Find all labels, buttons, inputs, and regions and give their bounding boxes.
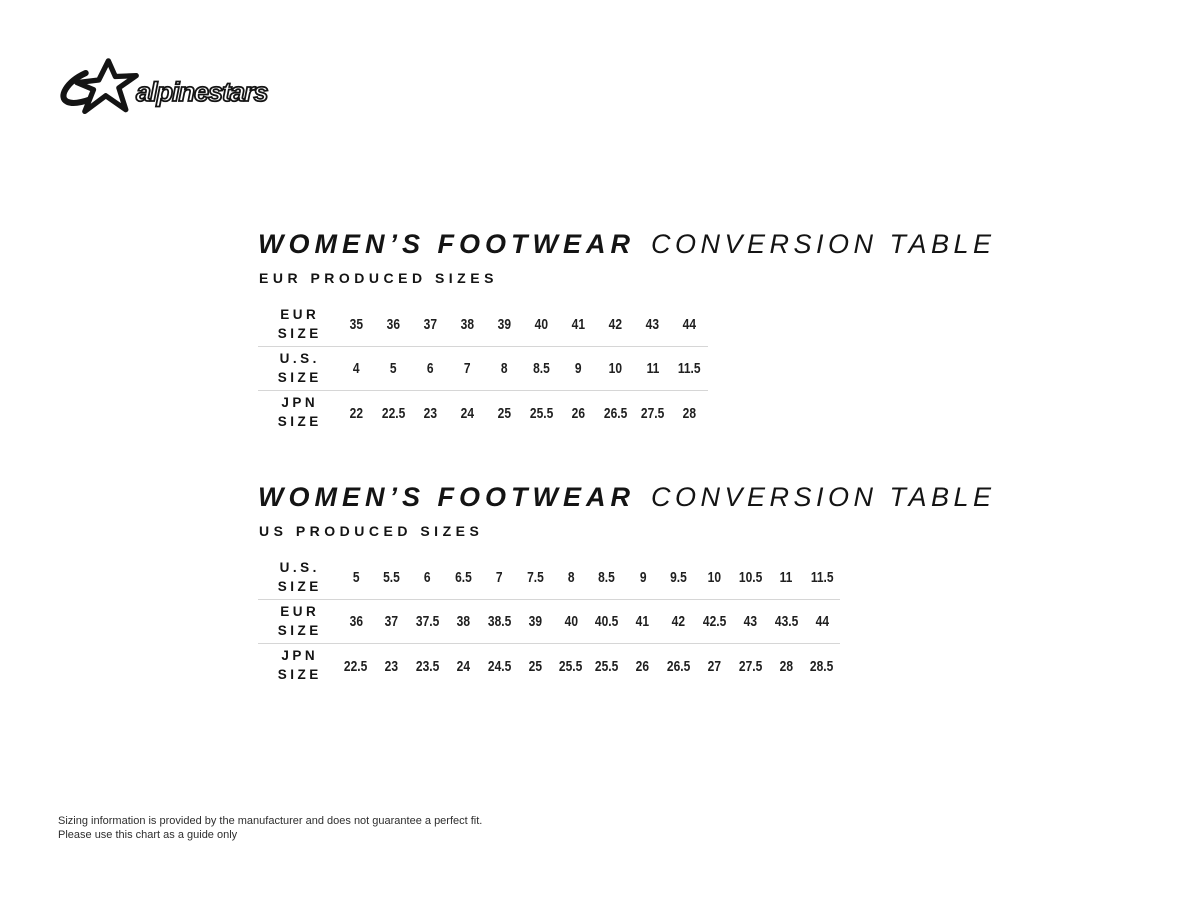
row-label-line: SIZE xyxy=(277,578,322,594)
title-light-text: CONVERSION TABLE xyxy=(650,229,996,259)
size-value-cell: 38 xyxy=(460,316,475,333)
size-value-cell: 10 xyxy=(608,360,623,377)
disclaimer-line-2: Please use this chart as a guide only xyxy=(58,828,238,841)
size-value-cell: 43.5 xyxy=(774,613,798,630)
size-value-cell: 38.5 xyxy=(487,613,512,630)
row-label-line: U.S. xyxy=(279,350,320,366)
size-value-cell: 9 xyxy=(575,360,582,377)
row-label-line: U.S. xyxy=(279,559,320,575)
size-value-cell: 7.5 xyxy=(526,569,544,586)
size-value-cell: 39 xyxy=(497,316,512,333)
row-label-line: SIZE xyxy=(277,369,322,385)
size-value-cell: 27 xyxy=(707,657,722,675)
table-row xyxy=(258,644,840,688)
size-value-cell: 22.5 xyxy=(344,657,368,675)
size-value-cell: 10.5 xyxy=(738,569,763,586)
size-value-cell: 22.5 xyxy=(381,404,406,422)
size-value-cell: 25 xyxy=(497,404,512,422)
size-value-cell: 11 xyxy=(646,360,659,377)
table-row xyxy=(258,347,708,391)
section-subtitle-eur-produced: EUR PRODUCED SIZES xyxy=(259,270,498,286)
size-value-cell: 24 xyxy=(456,657,471,675)
row-label-line: JPN xyxy=(281,395,319,411)
table-row xyxy=(258,556,840,600)
size-value-cell: 26.5 xyxy=(666,657,691,675)
row-label-line: EUR xyxy=(280,306,320,322)
size-value-cell: 24.5 xyxy=(487,657,512,675)
size-value-cell: 38 xyxy=(456,613,471,630)
size-value-cell: 9 xyxy=(639,569,647,586)
size-value-cell: 42.5 xyxy=(702,613,727,630)
row-label xyxy=(258,644,338,688)
table-row xyxy=(258,391,708,435)
size-value-cell: 41 xyxy=(636,613,650,630)
row-label-line: EUR xyxy=(280,603,320,619)
size-value-cell: 26 xyxy=(636,657,650,675)
row-values xyxy=(338,600,840,643)
size-value-cell: 6 xyxy=(427,360,434,377)
title-bold-text: WOMEN’S FOOTWEAR xyxy=(258,229,635,259)
row-label xyxy=(258,600,338,643)
size-value-cell: 8 xyxy=(567,569,575,586)
size-value-cell: 22 xyxy=(349,404,364,422)
size-value-cell: 37 xyxy=(385,613,399,630)
size-value-cell: 5.5 xyxy=(383,569,401,586)
size-value-cell: 11.5 xyxy=(810,569,834,586)
size-value-cell: 10 xyxy=(707,569,722,586)
row-values xyxy=(338,556,840,599)
size-value-cell: 40 xyxy=(564,613,578,630)
size-value-cell: 7 xyxy=(464,360,471,377)
conversion-table-eur-produced xyxy=(258,303,708,435)
size-value-cell: 23.5 xyxy=(415,657,440,675)
size-value-cell: 42 xyxy=(671,613,686,630)
row-label-line: SIZE xyxy=(277,414,322,429)
size-value-cell: 27.5 xyxy=(640,404,665,422)
size-value-cell: 35 xyxy=(349,316,364,333)
row-values xyxy=(338,347,708,390)
size-value-cell: 5 xyxy=(390,360,397,377)
size-value-cell: 23 xyxy=(385,657,399,675)
size-value-cell: 42 xyxy=(608,316,623,333)
size-value-cell: 41 xyxy=(571,316,586,333)
size-value-cell: 40 xyxy=(534,316,549,333)
size-value-cell: 37 xyxy=(423,316,438,333)
disclaimer xyxy=(58,815,482,842)
size-value-cell: 24 xyxy=(460,404,475,422)
row-label-line: SIZE xyxy=(277,667,322,682)
brand-wordmark: alpinestars xyxy=(136,76,268,107)
size-value-cell: 40.5 xyxy=(595,613,619,630)
section-title-eur-produced xyxy=(258,229,996,259)
size-value-cell: 6 xyxy=(424,569,431,586)
size-value-cell: 8.5 xyxy=(598,569,616,586)
row-values xyxy=(338,391,708,435)
row-label-line: JPN xyxy=(281,648,319,664)
row-label xyxy=(258,347,338,390)
size-value-cell: 43 xyxy=(645,316,660,333)
row-label xyxy=(258,556,338,599)
conversion-table-us-produced xyxy=(258,556,840,688)
size-value-cell: 25.5 xyxy=(559,657,583,675)
size-value-cell: 5 xyxy=(352,569,360,586)
section-subtitle-us-produced: US PRODUCED SIZES xyxy=(259,523,484,539)
size-value-cell: 26.5 xyxy=(603,404,628,422)
size-value-cell: 11.5 xyxy=(678,360,701,377)
size-value-cell: 36 xyxy=(349,613,363,630)
table-row xyxy=(258,600,840,644)
table-row xyxy=(258,303,708,347)
size-value-cell: 43 xyxy=(743,613,758,630)
size-value-cell: 7 xyxy=(496,569,503,586)
size-value-cell: 26 xyxy=(571,404,586,422)
row-label-line: SIZE xyxy=(277,622,322,638)
row-label xyxy=(258,391,338,435)
size-value-cell: 28 xyxy=(779,657,793,675)
size-value-cell: 11 xyxy=(779,569,793,586)
size-value-cell: 6.5 xyxy=(455,569,472,586)
size-value-cell: 8.5 xyxy=(533,360,550,377)
size-value-cell: 44 xyxy=(682,316,697,333)
size-value-cell: 28.5 xyxy=(810,657,834,675)
row-label xyxy=(258,303,338,346)
row-values xyxy=(338,303,708,346)
title-light-text: CONVERSION TABLE xyxy=(650,482,996,512)
size-value-cell: 25.5 xyxy=(595,657,619,675)
size-value-cell: 37.5 xyxy=(415,613,440,630)
size-value-cell: 39 xyxy=(528,613,542,630)
size-value-cell: 9.5 xyxy=(670,569,687,586)
disclaimer-line-1: Sizing information is provided by the manufacturer and does not guarantee a perfect fit. xyxy=(58,815,483,827)
row-values xyxy=(338,644,840,688)
title-bold-text: WOMEN’S FOOTWEAR xyxy=(258,482,635,512)
size-value-cell: 28 xyxy=(682,404,697,422)
alpinestars-logo xyxy=(56,58,268,116)
size-value-cell: 25.5 xyxy=(529,404,554,422)
size-value-cell: 25 xyxy=(528,657,542,675)
size-value-cell: 4 xyxy=(353,360,360,377)
size-value-cell: 8 xyxy=(501,360,508,377)
size-value-cell: 44 xyxy=(815,613,829,630)
row-label-line: SIZE xyxy=(277,325,322,341)
size-value-cell: 27.5 xyxy=(738,657,763,675)
size-value-cell: 36 xyxy=(386,316,401,333)
section-title-us-produced xyxy=(258,482,996,512)
size-value-cell: 23 xyxy=(423,404,438,422)
